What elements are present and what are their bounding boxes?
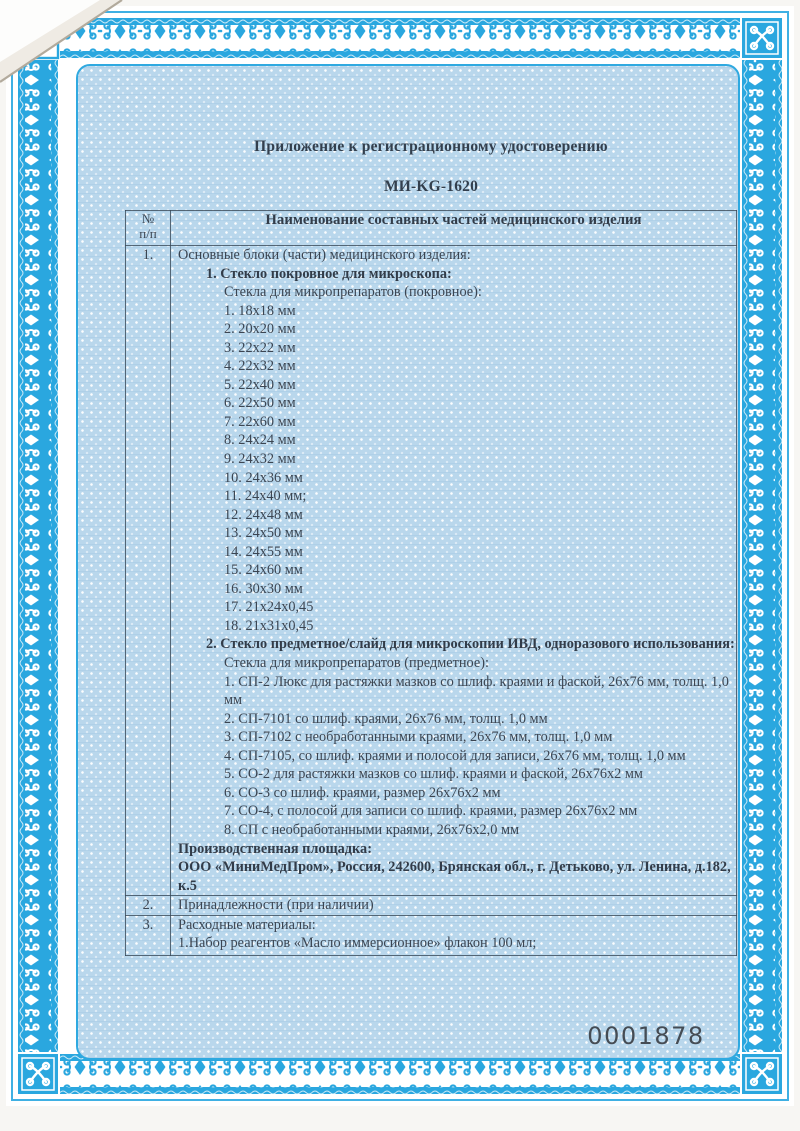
row3-content: Расходные материалы: 1.Набор реагентов «Масло иммерсионное» флакон 100 мл;	[171, 915, 737, 955]
row2-content: Принадлежности (при наличии)	[171, 896, 737, 916]
row1-intro: Основные блоки (части) медицинского изделия:	[178, 247, 471, 263]
serial-number: 0001878	[587, 1022, 705, 1050]
table-row	[126, 896, 737, 916]
list-item: 5. СО-2 для растяжки мазков со шлиф. краями и фаской, 26х76х2 мм	[224, 766, 643, 783]
list-item: 13. 24х50 мм	[224, 525, 303, 542]
list-item: 2. 20х20 мм	[224, 321, 296, 338]
list-item: 10. 24х36 мм	[224, 469, 303, 486]
registration-number: МИ-KG-1620	[383, 178, 479, 195]
row3-number: 3.	[126, 915, 171, 955]
row2-number: 2.	[126, 896, 171, 916]
row1-number: 1.	[126, 246, 171, 896]
table-header-row	[126, 211, 737, 246]
list-item: 7. СО-4, с полосой для записи со шлиф. краями, размер 26х76х2 мм	[224, 803, 638, 820]
list-item: 1. СП-2 Люкс для растяжки мазков со шлиф. краями и фаской, 26х76 мм, толщ. 1,0 мм	[224, 673, 729, 709]
certificate-page	[6, 6, 794, 1106]
header-col-no: № п/п	[126, 211, 171, 246]
list-item: 8. 24х24 мм	[224, 432, 296, 449]
section1-heading: 1. Стекло покровное для микроскопа:	[206, 265, 452, 282]
table-row	[126, 246, 737, 896]
list-item: 11. 24х40 мм;	[224, 488, 307, 505]
list-item: 6. 22х50 мм	[224, 395, 296, 412]
list-item: 16. 30х30 мм	[224, 580, 303, 597]
row1-content	[171, 246, 737, 896]
production-site-label: Производственная площадка:	[178, 840, 372, 857]
list-item: 1. 18х18 мм	[224, 302, 296, 319]
list-item: 9. 24х32 мм	[224, 451, 296, 468]
components-table	[125, 210, 737, 956]
section2-subheading: Стекла для микропрепаратов (предметное):	[224, 655, 489, 672]
list-item: 15. 24х60 мм	[224, 562, 303, 579]
table-row	[126, 915, 737, 955]
list-item: 4. СП-7105, со шлиф. краями и полосой для записи, 26х76 мм, толщ. 1,0 мм	[224, 747, 686, 764]
list-item: 18. 21х31х0,45	[224, 617, 314, 634]
folded-corner	[0, 0, 126, 86]
section1-subheading: Стекла для микропрепаратов (покровное):	[224, 284, 482, 301]
list-item: 7. 22х60 мм	[224, 413, 296, 430]
list-item: 5. 22х40 мм	[224, 376, 296, 393]
list-item: 8. СП с необработанными краями, 26х76х2,0 мм	[224, 821, 520, 838]
list-item: 12. 24х48 мм	[224, 506, 303, 523]
list-item: 2. СП-7101 со шлиф. краями, 26х76 мм, толщ. 1,0 мм	[224, 710, 548, 727]
section2-heading: 2. Стекло предметное/слайд для микроскопии ИВД, одноразового использования:	[206, 636, 735, 653]
list-item: 3. 22х22 мм	[224, 339, 296, 356]
document-title: Приложение к регистрационному удостоверению	[254, 138, 608, 155]
list-item: 6. СО-3 со шлиф. краями, размер 26х76х2 мм	[224, 784, 501, 801]
list-item: 17. 21х24х0,45	[224, 599, 314, 616]
header-col-name: Наименование составных частей медицинского изделия	[171, 211, 737, 246]
list-item: 14. 24х55 мм	[224, 543, 303, 560]
list-item: 3. СП-7102 с необработанными краями, 26х76 мм, толщ. 1,0 мм	[224, 729, 613, 746]
list-item: 4. 22х32 мм	[224, 358, 296, 375]
production-site-address: ООО «МиниМедПром», Россия, 242600, Брянская обл., г. Детьково, ул. Ленина, д.182, к.5	[178, 859, 731, 894]
